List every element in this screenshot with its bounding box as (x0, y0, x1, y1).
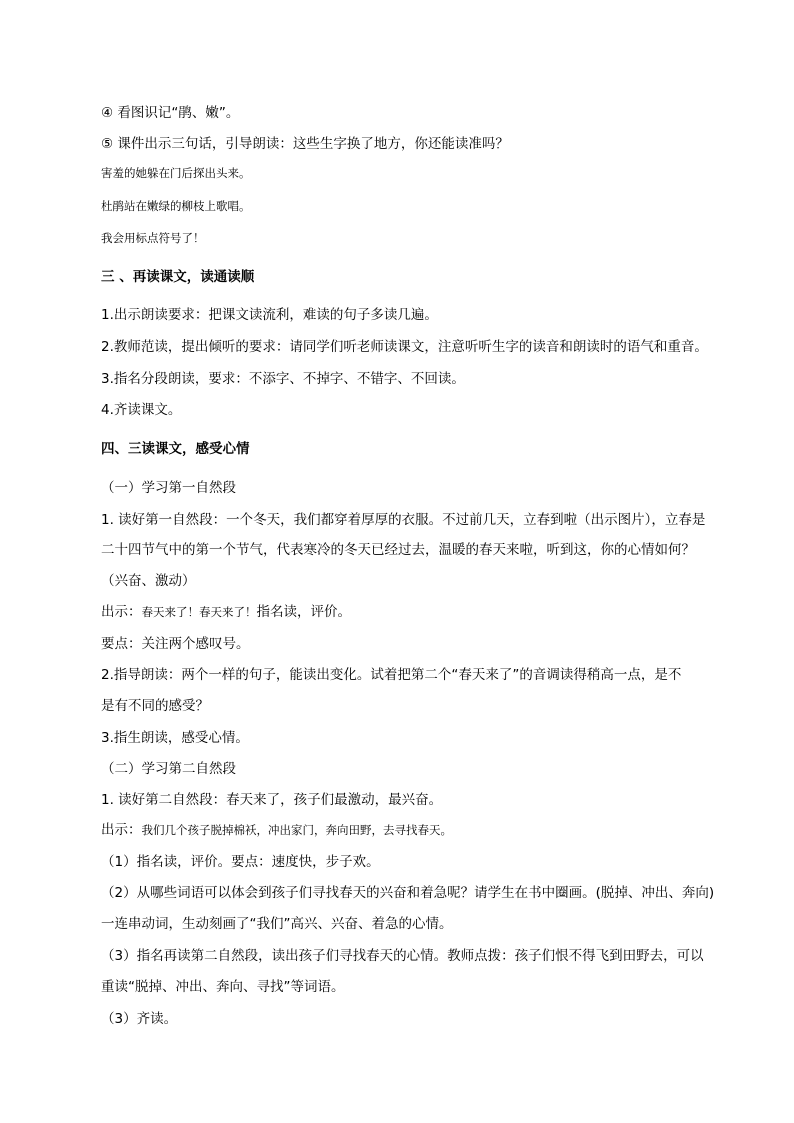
paragraph-item-1: 1.出示朗读要求：把课文读流利，难读的句子多读几遍。 (101, 307, 438, 323)
example-prefix: 出示： (101, 604, 142, 620)
paragraph-text: （2）从哪些词语可以体会到孩子们寻找春天的兴奋和着急呢？请学生在书中圈画。(脱掉、冲出、奔向) (101, 885, 715, 901)
step-5-text: ⑤ 课件出示三句话，引导朗读：这些生字换了地方，你还能读准吗？ (101, 136, 509, 152)
example-sentence: 春天来了！春天来了！ (141, 605, 257, 619)
example-sentence: 我们几个孩子脱掉棉袄，冲出家门，奔向田野，去寻找春天。 (141, 823, 452, 837)
paragraph-text: 1. 读好第一自然段：一个冬天，我们都穿着厚厚的衣服。不过前几天，立春到啦（出示图片），立春是 (101, 512, 706, 528)
section-heading-3: 三 、再读课文，读通读顺 (101, 269, 255, 285)
paragraph-text: 一连串动词，生动刻画了“我们”高兴、兴奋、着急的心情。 (101, 916, 453, 932)
example-line (101, 603, 351, 621)
section-heading-4: 四、三读课文，感受心情 (101, 441, 250, 457)
paragraph-item-3: 3.指名分段朗读，要求：不添字、不掉字、不错字、不回读。 (101, 371, 465, 387)
paragraph-text: 3.指生朗读，感受心情。 (101, 730, 249, 746)
example-line (101, 821, 452, 839)
paragraph-text: （兴奋、激动） (101, 573, 196, 589)
paragraph-text: 1. 读好第二自然段：春天来了，孩子们最激动，最兴奋。 (101, 792, 443, 808)
example-sentence-1: 害羞的她躲在门后探出头来。 (101, 166, 251, 180)
subsection-heading-1: （一）学习第一自然段 (101, 480, 236, 496)
key-point: 要点：关注两个感叹号。 (101, 636, 250, 652)
example-suffix: 指名读，评价。 (256, 604, 351, 620)
paragraph-item-4: 4.齐读课文。 (101, 402, 182, 418)
subsection-heading-2: （二）学习第二自然段 (101, 761, 236, 777)
paragraph-text: （1）指名读，评价。要点：速度快，步子欢。 (101, 854, 380, 870)
example-sentence-2: 杜鹃站在嫩绿的柳枝上歌唱。 (101, 199, 251, 213)
paragraph-text: 二十四节气中的第一个节气，代表寒冷的冬天已经过去，温暖的春天来啦，听到这，你的心情如何？ (101, 542, 695, 558)
paragraph-text: （3）齐读。 (101, 1011, 178, 1027)
example-prefix: 出示： (101, 822, 142, 838)
paragraph-text: 是有不同的感受？ (101, 698, 209, 714)
paragraph-text: 2.指导朗读：两个一样的句子，能读出变化。试着把第二个“春天来了”的音调读得稍高一点，是不 (101, 667, 682, 683)
paragraph-text: （3）指名再读第二自然段，读出孩子们寻找春天的心情。教师点拨：孩子们恨不得飞到田野去，可以 (101, 948, 704, 964)
paragraph-item-2: 2.教师范读，提出倾听的要求：请同学们听老师读课文，注意听听生字的读音和朗读时的语气和重音。 (101, 339, 708, 355)
paragraph-text: 重读“脱掉、冲出、奔向、寻找”等词语。 (101, 979, 345, 995)
example-sentence-3: 我会用标点符号了！ (101, 231, 205, 245)
step-4-text: ④ 看图识记“鹃、嫩”。 (101, 105, 240, 121)
